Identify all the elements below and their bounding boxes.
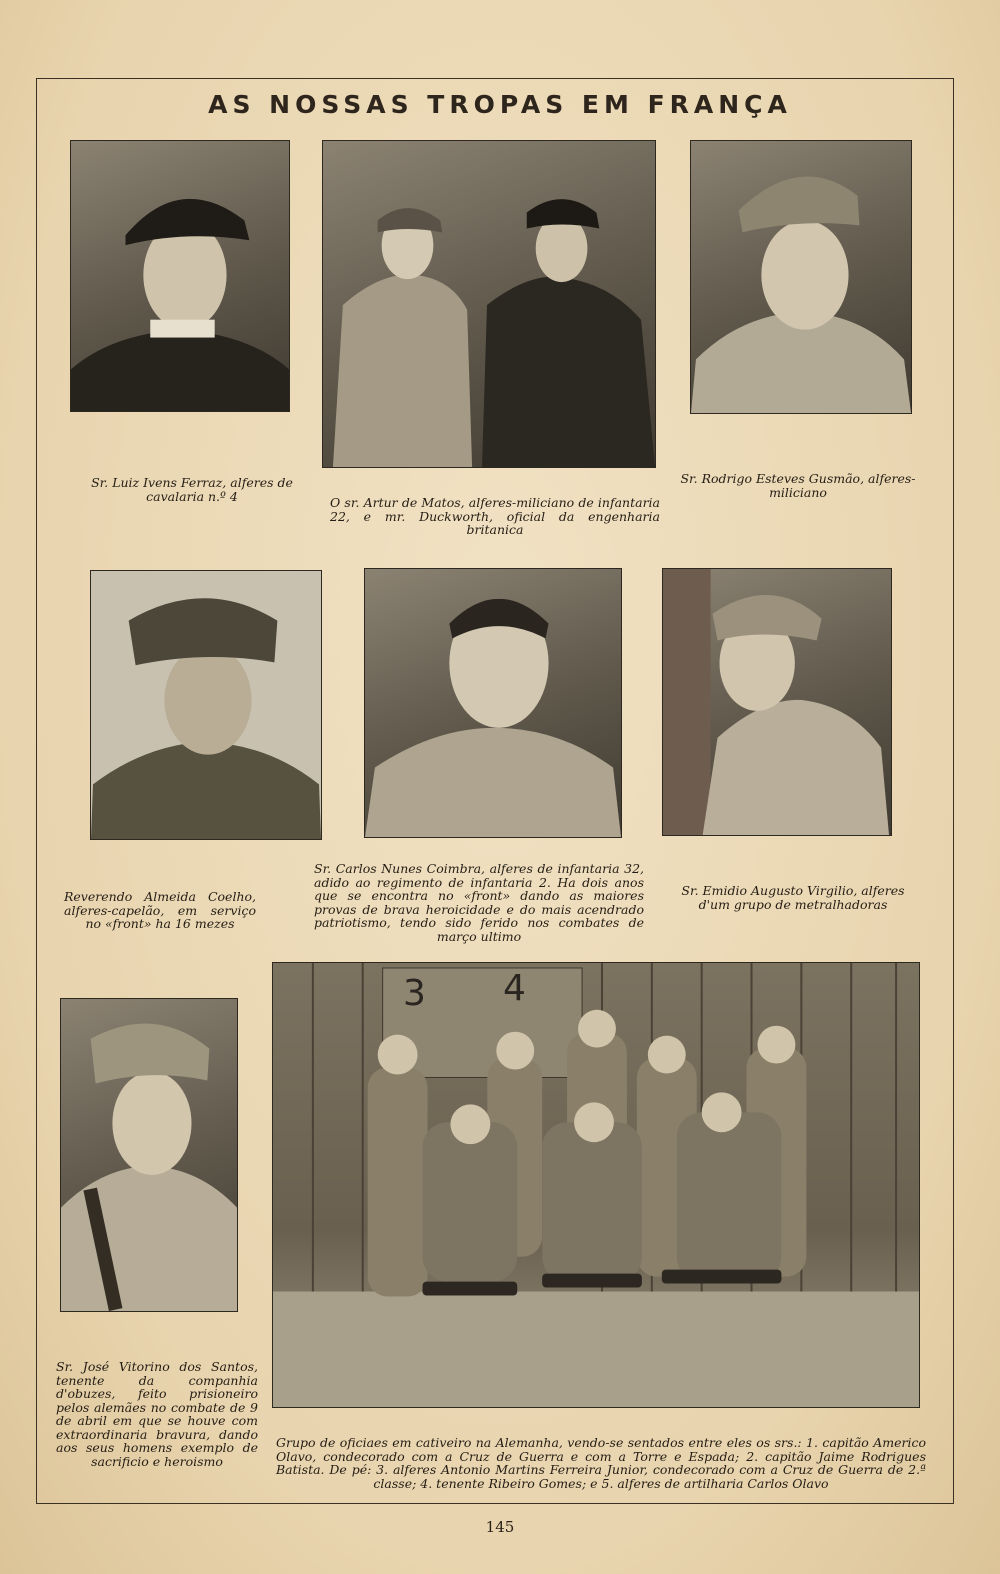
photo-almeida-coelho (90, 570, 322, 840)
photo-jose-vitorino-dos-santos (60, 998, 238, 1312)
page-number: 145 (485, 1518, 515, 1536)
caption-emidio-augusto-virgilio: Sr. Emidio Augusto Virgilio, alferes d'um grupo de metralhadoras (681, 883, 905, 912)
caption-carlos-nunes-coimbra: Sr. Carlos Nunes Coimbra, alferes de infantaria 32, adido ao regimento de infantaria 2. Ha dois anos que se encontra no «front» dando as maiores provas de brava heroicidade e do mais acendrado patriotismo, tendo sido ferido nos combates de março ultimo (314, 861, 644, 944)
caption-jose-vitorino-dos-santos: Sr. José Vitorino dos Santos, tenente da companhia d'obuzes, feito prisioneiro pelos alemães no combate de 9 de abril em que se houve com extraordinaria bravura, dando aos seus homens exemplo de sacrificio e heroismo (56, 1359, 258, 1469)
photo-emidio-augusto-virgilio (662, 568, 892, 836)
door-number-3: 3 (403, 973, 426, 1014)
caption-group-officers: Grupo de oficiaes em cativeiro na Alemanha, vendo-se sentados entre eles os srs.: 1. capitão Americo Olavo, condecorado com a Cruz de Guerra e com a Torre e Espada; 2. capitão Jaime Rodrigues Batista. De pé: 3. alferes Antonio Martins Ferreira Junior, condecorado com a Cruz de Guerra de 2.ª classe; 4. tenente Ribeiro Gomes; e 5. alferes de artilharia Carlos Olavo (276, 1435, 926, 1491)
photo-artur-de-matos-and-duckworth (322, 140, 656, 468)
caption-artur-de-matos: O sr. Artur de Matos, alferes-miliciano de infantaria 22, e mr. Duckworth, oficial da engenharia britanica (330, 495, 660, 537)
caption-almeida-coelho: Reverendo Almeida Coelho, alferes-capelão, em serviço no «front» ha 16 mezes (64, 889, 256, 931)
page-title: AS NOSSAS TROPAS EM FRANÇA (208, 90, 792, 119)
caption-luiz-ivens-ferraz: Sr. Luiz Ivens Ferraz, alferes de cavalaria n.º 4 (91, 475, 293, 504)
photo-carlos-nunes-coimbra (364, 568, 622, 838)
caption-rodrigo-esteves-gusmao: Sr. Rodrigo Esteves Gusmão, alferes-miliciano (680, 471, 916, 500)
photo-group-officers-captivity (272, 962, 920, 1408)
photo-rodrigo-esteves-gusmao (690, 140, 912, 414)
photo-luiz-ivens-ferraz (70, 140, 290, 412)
door-number-4: 4 (503, 968, 526, 1009)
